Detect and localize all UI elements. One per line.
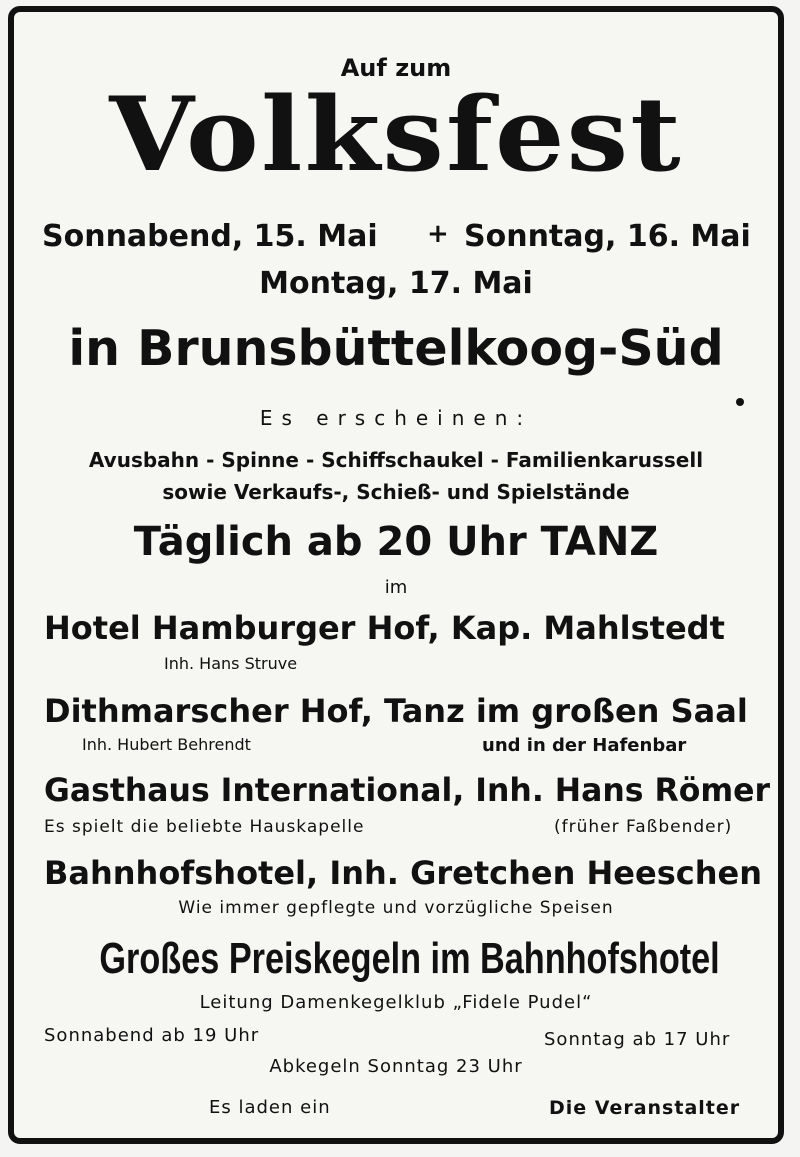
location-heading: in Brunsbüttelkoog-Süd: [68, 320, 724, 377]
page-title: Volksfest: [109, 75, 683, 195]
attractions-line-1: Avusbahn - Spinne - Schiffschaukel - Familienkarussell: [88, 448, 704, 472]
bowling-saturday: Sonnabend ab 19 Uhr: [44, 1025, 260, 1046]
venue-name: Gasthaus International, Inh. Hans Römer: [44, 771, 771, 809]
venue-extra: und in der Hafenbar: [482, 735, 687, 756]
venue-owner: Inh. Hans Struve: [164, 654, 298, 673]
venue-name: Bahnhofshotel, Inh. Gretchen Heeschen: [44, 854, 762, 892]
venue-note: Wie immer gepflegte und vorzügliche Speisen: [178, 898, 614, 918]
venue-former-name: (früher Faßbender): [554, 817, 733, 837]
dance-headline: Täglich ab 20 Uhr TANZ: [133, 519, 659, 565]
invitation-text: Es laden ein: [209, 1097, 331, 1118]
venue-name: Dithmarscher Hof, Tanz im großen Saal: [44, 692, 748, 730]
venue-owner: Inh. Hubert Behrendt: [82, 735, 251, 754]
date-day-2: Sonntag, 16. Mai: [464, 219, 751, 254]
advertisement-frame: [8, 6, 784, 1144]
venue-name: Hotel Hamburger Hof, Kap. Mahlstedt: [44, 609, 725, 647]
bowling-headline: Großes Preiskegeln im Bahnhofshotel: [99, 934, 720, 983]
attractions-heading: Es erscheinen:: [259, 406, 533, 430]
attractions-line-2: sowie Verkaufs-, Schieß- und Spielstände: [162, 480, 630, 504]
kicker-text: Auf zum: [340, 54, 452, 82]
date-day-3: Montag, 17. Mai: [259, 266, 533, 301]
dance-im-text: im: [384, 577, 408, 598]
bowling-leader: Leitung Damenkegelklub „Fidele Pudel“: [199, 992, 593, 1013]
venue-note: Es spielt die beliebte Hauskapelle: [44, 817, 365, 837]
ink-dot: [736, 398, 744, 406]
date-separator: +: [427, 219, 449, 249]
bowling-final: Abkegeln Sonntag 23 Uhr: [269, 1056, 523, 1077]
bowling-sunday: Sonntag ab 17 Uhr: [544, 1029, 731, 1050]
date-day-1: Sonnabend, 15. Mai: [42, 219, 378, 254]
organizer-signature: Die Veranstalter: [549, 1097, 741, 1119]
